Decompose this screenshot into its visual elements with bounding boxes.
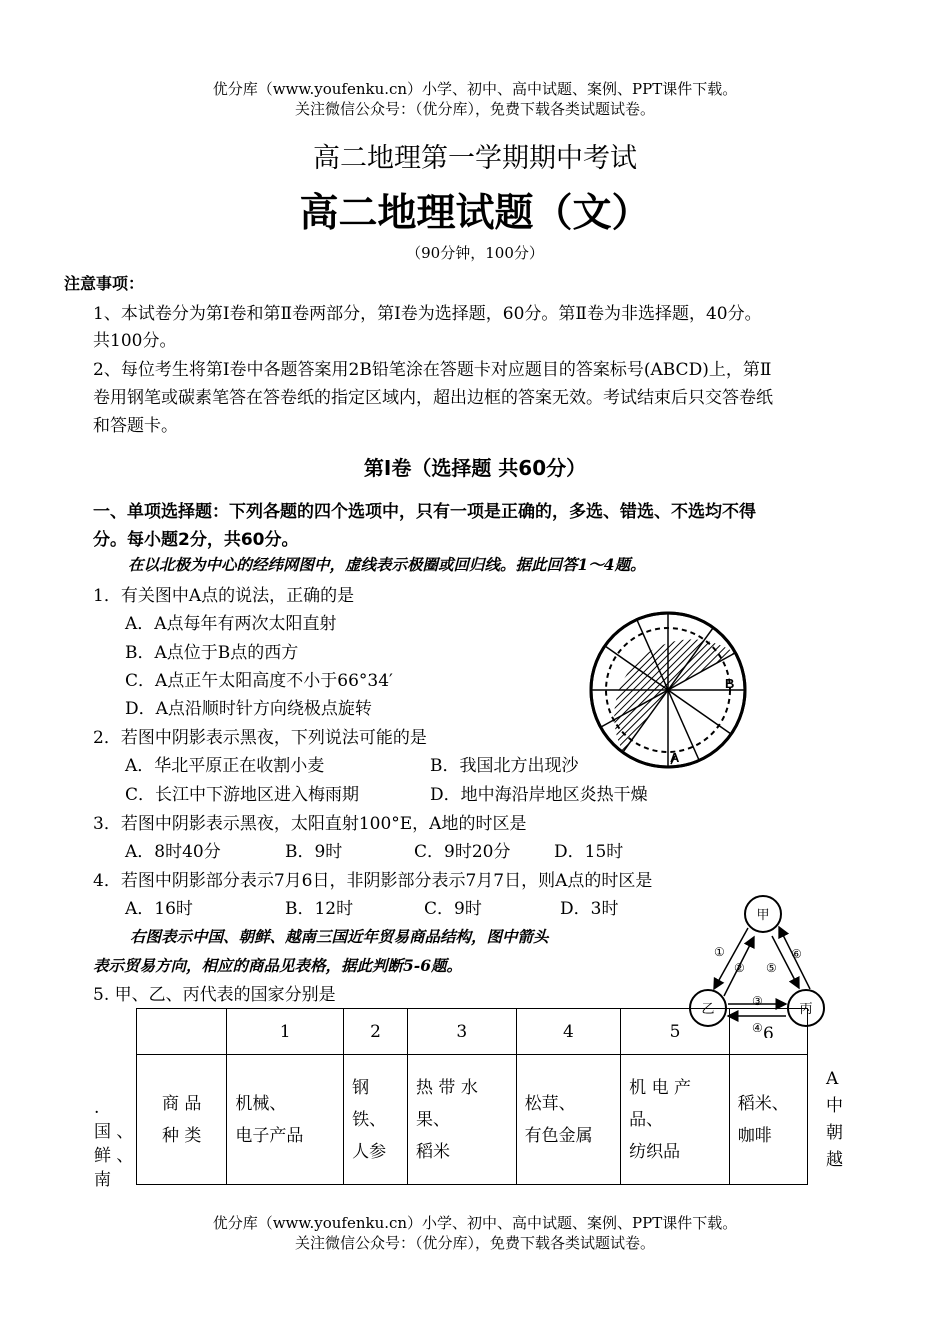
table-header-cell: 3 (408, 1009, 517, 1055)
q3-stem: 3．若图中阴影表示黑夜，太阳直射100°E，A地的时区是 (93, 814, 527, 834)
arrow-6-label: ⑥ (791, 947, 802, 961)
note-2-line-3: 和答题卡。 (93, 416, 178, 436)
right-fragment: A 中 朝 越 (826, 1069, 843, 1170)
goods-cell-1: 机械、 电子产品 (227, 1055, 344, 1185)
country-bing-label: 丙 (799, 1002, 813, 1017)
note-1-line-1: 1、本试卷分为第Ⅰ卷和第Ⅱ卷两部分，第Ⅰ卷为选择题，60分。第Ⅱ卷为非选择题，40分。 (93, 304, 762, 324)
section-title: 第Ⅰ卷（选择题 共60分） (363, 456, 587, 480)
goods-cell-5: 机 电 产 品、 纺织品 (621, 1055, 730, 1185)
q1-option-c: C．A点正午太阳高度不小于66°34′ (125, 671, 393, 691)
q1-option-a: A．A点每年有两次太阳直射 (125, 614, 337, 634)
q2-option-a: A．华北平原正在收割小麦 (125, 756, 325, 776)
row-label: 商 品 种 类 (137, 1055, 227, 1185)
polar-projection-diagram (585, 610, 760, 780)
left-fragment: . 国 、 鲜 、 南 (94, 1098, 134, 1190)
table-header-cell: 6 (729, 1009, 807, 1055)
table-header-cell: 4 (516, 1009, 621, 1055)
question-intro-1: 在以北极为中心的经纬网图中，虚线表示极圈或回归线。据此回答1～4题。 (128, 555, 646, 574)
section-instructions-line-2: 分。每小题2分，共60分。 (93, 530, 299, 550)
q1-option-d: D．A点沿顺时针方向绕极点旋转 (125, 699, 372, 719)
goods-cell-4: 松茸、 有色金属 (516, 1055, 621, 1185)
q3-option-d: D．15时 (554, 842, 624, 862)
table-row (137, 1055, 808, 1185)
notes-heading: 注意事项： (64, 274, 145, 293)
q4-option-d: D．3时 (560, 899, 619, 919)
q1-option-b: B．A点位于B点的西方 (125, 643, 299, 663)
arrow-3-label: ③ (752, 994, 763, 1008)
table-header-row (137, 1009, 808, 1055)
country-yi-label: 乙 (701, 1002, 715, 1017)
q1-stem: 1．有关图中A点的说法，正确的是 (93, 586, 355, 606)
table-header-cell: 5 (621, 1009, 730, 1055)
goods-cell-3: 热 带 水 果、 稻米 (408, 1055, 517, 1185)
page-title: 高二地理试题（文） (299, 191, 651, 236)
goods-cell-6: 稻米、 咖啡 (729, 1055, 807, 1185)
q5-stem: 5. 甲、乙、丙代表的国家分别是 (93, 985, 336, 1005)
point-a-label: A (670, 750, 680, 765)
point-b-label: B (725, 676, 735, 691)
arrow-2-label: ② (734, 961, 745, 975)
table-header-cell: 1 (227, 1009, 344, 1055)
q4-option-c: C．9时 (424, 899, 482, 919)
q4-option-b: B．12时 (285, 899, 354, 919)
q3-option-a: A．8时40分 (125, 842, 221, 862)
country-jia-label: 甲 (756, 908, 770, 923)
goods-cell-2: 钢 铁、 人参 (344, 1055, 408, 1185)
question-intro-2-line-2: 表示贸易方向，相应的商品见表格，据此判断5-6题。 (93, 956, 463, 975)
q2-option-b: B．我国北方出现沙 (430, 756, 579, 776)
q2-stem: 2．若图中阴影表示黑夜，下列说法可能的是 (93, 728, 427, 748)
exam-title: 高二地理第一学期期中考试 (313, 143, 637, 174)
table-header-cell: 2 (344, 1009, 408, 1055)
arrow-4-label: ④ (752, 1021, 763, 1032)
footer-line-2: 关注微信公众号：（优分库），免费下载各类试题试卷。 (294, 1234, 655, 1252)
arrow-5-label: ⑤ (766, 961, 777, 975)
question-intro-2-line-1: 右图表示中国、朝鲜、越南三国近年贸易商品结构，图中箭头 (130, 927, 549, 946)
q3-option-b: B．9时 (285, 842, 343, 862)
q3-option-c: C．9时20分 (414, 842, 511, 862)
trade-goods-table (136, 1008, 808, 1185)
q4-option-a: A．16时 (125, 899, 193, 919)
footer-line-1: 优分库（www.youfenku.cn）小学、初中、高中试题、案例、PPT课件下载。 (212, 1214, 738, 1232)
arrow-1-label: ① (714, 945, 725, 959)
table-header-blank (137, 1009, 227, 1055)
q4-stem: 4．若图中阴影部分表示7月6日，非阴影部分表示7月7日，则A点的时区是 (93, 871, 653, 891)
exam-duration: （90分钟，100分） (406, 244, 544, 262)
q2-option-c: C．长江中下游地区进入梅雨期 (125, 785, 360, 805)
header-line-1: 优分库（www.youfenku.cn）小学、初中、高中试题、案例、PPT课件下载。 (212, 80, 738, 98)
note-2-line-1: 2、每位考生将第Ⅰ卷中各题答案用2B铅笔涂在答题卡对应题目的答案标号(ABCD)上，第Ⅱ (93, 360, 772, 380)
q2-option-d: D．地中海沿岸地区炎热干燥 (430, 785, 648, 805)
section-instructions-line-1: 一、单项选择题：下列各题的四个选项中，只有一项是正确的，多选、错选、不选均不得 (93, 502, 756, 522)
note-1-line-2: 共100分。 (93, 331, 177, 351)
note-2-line-2: 卷用钢笔或碳素笔答在答卷纸的指定区域内，超出边框的答案无效。考试结束后只交答卷纸 (93, 388, 773, 408)
header-line-2: 关注微信公众号：（优分库），免费下载各类试题试卷。 (294, 100, 655, 118)
